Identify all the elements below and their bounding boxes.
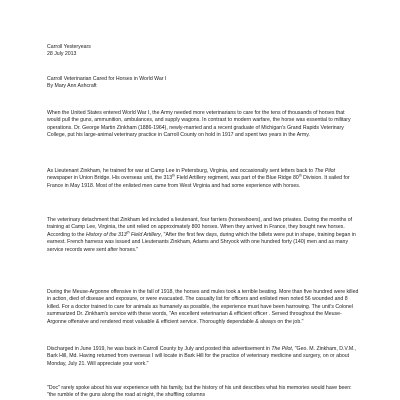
book-title-suffix: th (126, 230, 130, 235)
article-byline: By Mary Ann Ashcraft (47, 83, 97, 90)
paragraph-5-text-b: , "Geo. M. Zinkham, D.V.M., Bark Hill, Md. Having returned from overseas I will locate in Bark Hill for the practice of veterinary medicine and surgery, on or about Monday, July 21. Will appreciate your work." (47, 346, 357, 367)
paragraph-2-text-c: Field Artillery regiment, was part of the Blue Ridge 80 (175, 175, 299, 182)
paragraph-4: During the Meuse-Argonne offensive in the fall of 1918, the horses and mules took a terrible beating. More than five hundred were killed in action, died of disease and exposure, or were evacuated. The casualty list for officers and enlisted men noted 56 wounded and 8 killed. For a doctor trained to care for animals as humanely as possible, the experience must have been harrowing. The unit's Colonel summarized Dr. Zinkham's service with these words, "An excellent veterinarian & efficient officer . Served throughout the Meuse-Argonne offensive and rendered most valuable & efficient service. Thoroughly dependable & always on the job." (47, 289, 359, 325)
article-title: Carroll Veterinarian Cared for Horses in World War I (47, 76, 167, 82)
paragraph-2 (47, 168, 359, 190)
article-heading (47, 76, 359, 91)
paragraph-1: When the United States entered World War I, the Army needed more veterinarians to care for the tens of thousands of horses that would pull the guns, ammunition, ambulances, and supply wagons. In contrast to modern warfare, the horse was essential to military operations. Dr. George Martin Zinkham (1886-1964), newly-married and a recent graduate of Michigan's Grand Rapids Veterinary College, put his large-animal veterinary practice in Carroll County on hold in 1917 and spent two years in the Army. (47, 110, 351, 139)
paragraph-6: "Doc" rarely spoke about his war experience with his family, but the history of his unit describes what his memories would have been: "the rumble of the guns along the road at night, the shuffling columns (47, 385, 352, 399)
paragraph-2-text-a: As Lieutenant Zinkham, he trained for war at Camp Lee in Petersburg, Virginia, and occasionally sent letters back to (47, 168, 315, 174)
paragraph-3 (47, 217, 359, 254)
paragraph-5-text-a: Discharged in June 1919, he was back in Carroll County by July and posted this advertisement in (47, 346, 272, 352)
book-title (86, 232, 161, 238)
ordinal-suffix-2: th (298, 173, 302, 178)
newspaper-title: The Pilot (314, 168, 335, 174)
paragraph-2-text-d: Division. It sailed for France in May 1918. Most of the enlisted men came from West Virginia and had some experience with horses. (47, 175, 350, 189)
ordinal-suffix: th (172, 173, 176, 178)
column-header (47, 44, 359, 59)
paragraph-2-text-b: newspaper in Union Bridge. His overseas unit, the 313 (47, 175, 173, 182)
paragraph-3-text-a: The veterinary detachment that Zinkham led included a lieutenant, four farriers (horseshoers), and two privates. During the months of training at Camp Lee, Virginia, the unit relied on approximately 800 horses. When they arrived in France, they bought new horses. According to the (47, 217, 353, 238)
paragraph-5 (47, 346, 359, 368)
column-name: Carroll Yesteryears (47, 44, 91, 50)
paragraph-3-text-b: , "After the first few days, during which the billets were put in shape, training began in earnest. French harness was issued and Lieutenants Zinkham, Adams and Shryock with one hundred forty (140) men and as many service records were sent after horses." (47, 231, 356, 253)
book-title-b: Field Artillery (129, 231, 161, 238)
book-title-a: History of the 313 (85, 231, 127, 238)
newspaper-title-2: The Pilot (271, 346, 292, 352)
publication-date: 28 July 2013 (47, 51, 77, 58)
